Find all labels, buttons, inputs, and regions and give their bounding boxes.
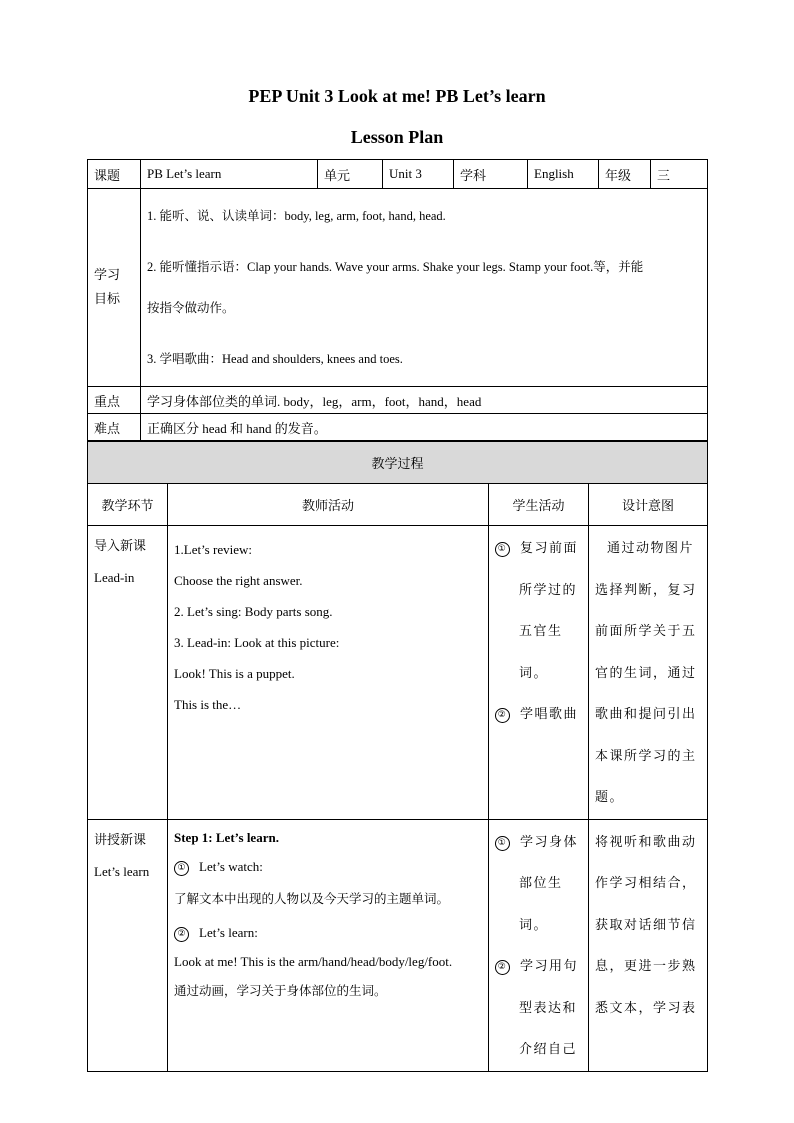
unit-value: Unit 3 — [383, 160, 454, 189]
teacher-line: Choose the right answer. — [174, 573, 303, 588]
teacher-activity-cell — [168, 819, 489, 1071]
student-activity-2: ② 学习用句 — [495, 946, 582, 988]
student-activity-1-cont: 部位生词。 — [519, 876, 563, 933]
teacher-line: 2. Let’s sing: Body parts song. — [174, 604, 333, 619]
table-row — [88, 819, 708, 1071]
document-title: PEP Unit 3 Look at me! PB Let’s learn — [248, 86, 546, 106]
teacher-line: This is the… — [174, 697, 242, 712]
difficulty-value: 正确区分 head 和 hand 的发音。 — [141, 414, 708, 441]
difficulty-label: 难点 — [88, 414, 141, 441]
table-row — [88, 526, 708, 820]
intent-line: 题。 — [595, 790, 625, 805]
intent-line: 息，更进一步熟 — [595, 959, 697, 974]
header-stage: 教学环节 — [88, 484, 168, 526]
intent-line: 悉文本，学习表 — [595, 1000, 697, 1016]
student-activity-2-cont: 型表达和 — [519, 1000, 578, 1016]
student-activity-1-cont: 五官生词。 — [519, 624, 563, 681]
lesson-info-table — [87, 159, 708, 441]
objectives-content — [141, 189, 708, 387]
teacher-step-2-text: Look at me! This is the arm/hand/head/body/leg/foot. — [174, 953, 453, 969]
student-activity-1: ① 复习前面 — [495, 528, 582, 570]
objective-2a: 2. 能听懂指示语：Clap your hands. Wave your arms. Shake your legs. Stamp your foot.等，并能 — [147, 260, 644, 274]
intent-line: 通过动物图片 — [607, 541, 695, 556]
design-intent-cell — [589, 526, 708, 820]
key-point-value: 学习身体部位类的单词. body，leg，arm，foot，hand，head — [141, 387, 708, 414]
grade-label: 年级 — [599, 160, 651, 189]
teacher-step-1: ① Let’s watch: — [174, 850, 482, 884]
circled-number: ① — [174, 861, 189, 876]
intent-line: 歌曲和提问引出 — [595, 707, 697, 722]
teacher-activity-cell — [168, 526, 489, 820]
teacher-step-2-note: 通过动画，学习关于身体部位的生词。 — [174, 982, 387, 998]
intent-line: 作学习相结合， — [595, 876, 697, 891]
intent-line: 前面所学关于五 — [595, 624, 697, 639]
objectives-label-line2: 目标 — [94, 291, 121, 307]
intent-line: 将视听和歌曲动 — [595, 834, 697, 850]
objectives-label-line1: 学习 — [94, 267, 121, 283]
circled-number: ① — [495, 836, 510, 851]
unit-label: 单元 — [318, 160, 383, 189]
student-activity-2-cont: 介绍自己 — [519, 1042, 578, 1057]
topic-value: PB Let’s learn — [141, 160, 318, 189]
topic-label: 课题 — [88, 160, 141, 189]
circled-number: ① — [495, 542, 510, 557]
teacher-step-1-text: 了解文本中出现的人物以及今天学习的主题单词。 — [174, 890, 450, 906]
circled-number: ② — [495, 960, 510, 975]
document-subtitle: Lesson Plan — [350, 127, 444, 147]
key-point-label: 重点 — [88, 387, 141, 414]
teacher-line: Look! This is a puppet. — [174, 666, 295, 681]
subject-label: 学科 — [454, 160, 528, 189]
stage-cell — [88, 819, 168, 1071]
stage-cn: 导入新课 — [94, 539, 147, 554]
intent-line: 选择判断，复习 — [595, 582, 697, 598]
design-intent-cell — [589, 819, 708, 1071]
student-activity-1-cont: 所学过的 — [519, 582, 578, 598]
student-activity-cell — [489, 819, 589, 1071]
intent-line: 获取对话细节信 — [595, 917, 697, 933]
circled-number: ② — [174, 927, 189, 942]
stage-cell — [88, 526, 168, 820]
circled-number: ② — [495, 708, 510, 723]
stage-en: Let’s learn — [94, 863, 150, 879]
student-activity-cell — [489, 526, 589, 820]
header-design-intent: 设计意图 — [589, 484, 708, 526]
header-teacher-activity: 教师活动 — [168, 484, 489, 526]
objective-3: 3. 学唱歌曲：Head and shoulders, knees and toes. — [147, 352, 403, 366]
teacher-line: 3. Lead-in: Look at this picture: — [174, 635, 340, 650]
student-activity-2: ② 学唱歌曲 — [495, 694, 582, 736]
objective-1: 1. 能听、说、认读单词：body, leg, arm, foot, hand, head. — [147, 209, 446, 223]
intent-line: 本课所学习的主 — [595, 748, 697, 764]
section-title: 教学过程 — [88, 442, 708, 484]
teacher-step-2: ② Let’s learn: — [174, 914, 482, 952]
teacher-line: 1.Let’s review: — [174, 542, 252, 557]
intent-line: 官的生词，通过 — [595, 665, 697, 681]
objective-2b: 按指令做动作。 — [147, 301, 235, 315]
header-student-activity: 学生活动 — [489, 484, 589, 526]
objectives-label — [88, 189, 141, 387]
teacher-step-title: Step 1: Let’s learn. — [174, 829, 279, 845]
stage-en: Lead-in — [94, 570, 135, 585]
teaching-process-table — [87, 441, 708, 1072]
student-activity-1: ① 学习身体 — [495, 822, 582, 864]
grade-value: 三 — [651, 160, 708, 189]
stage-cn: 讲授新课 — [94, 832, 147, 848]
subject-value: English — [528, 160, 599, 189]
